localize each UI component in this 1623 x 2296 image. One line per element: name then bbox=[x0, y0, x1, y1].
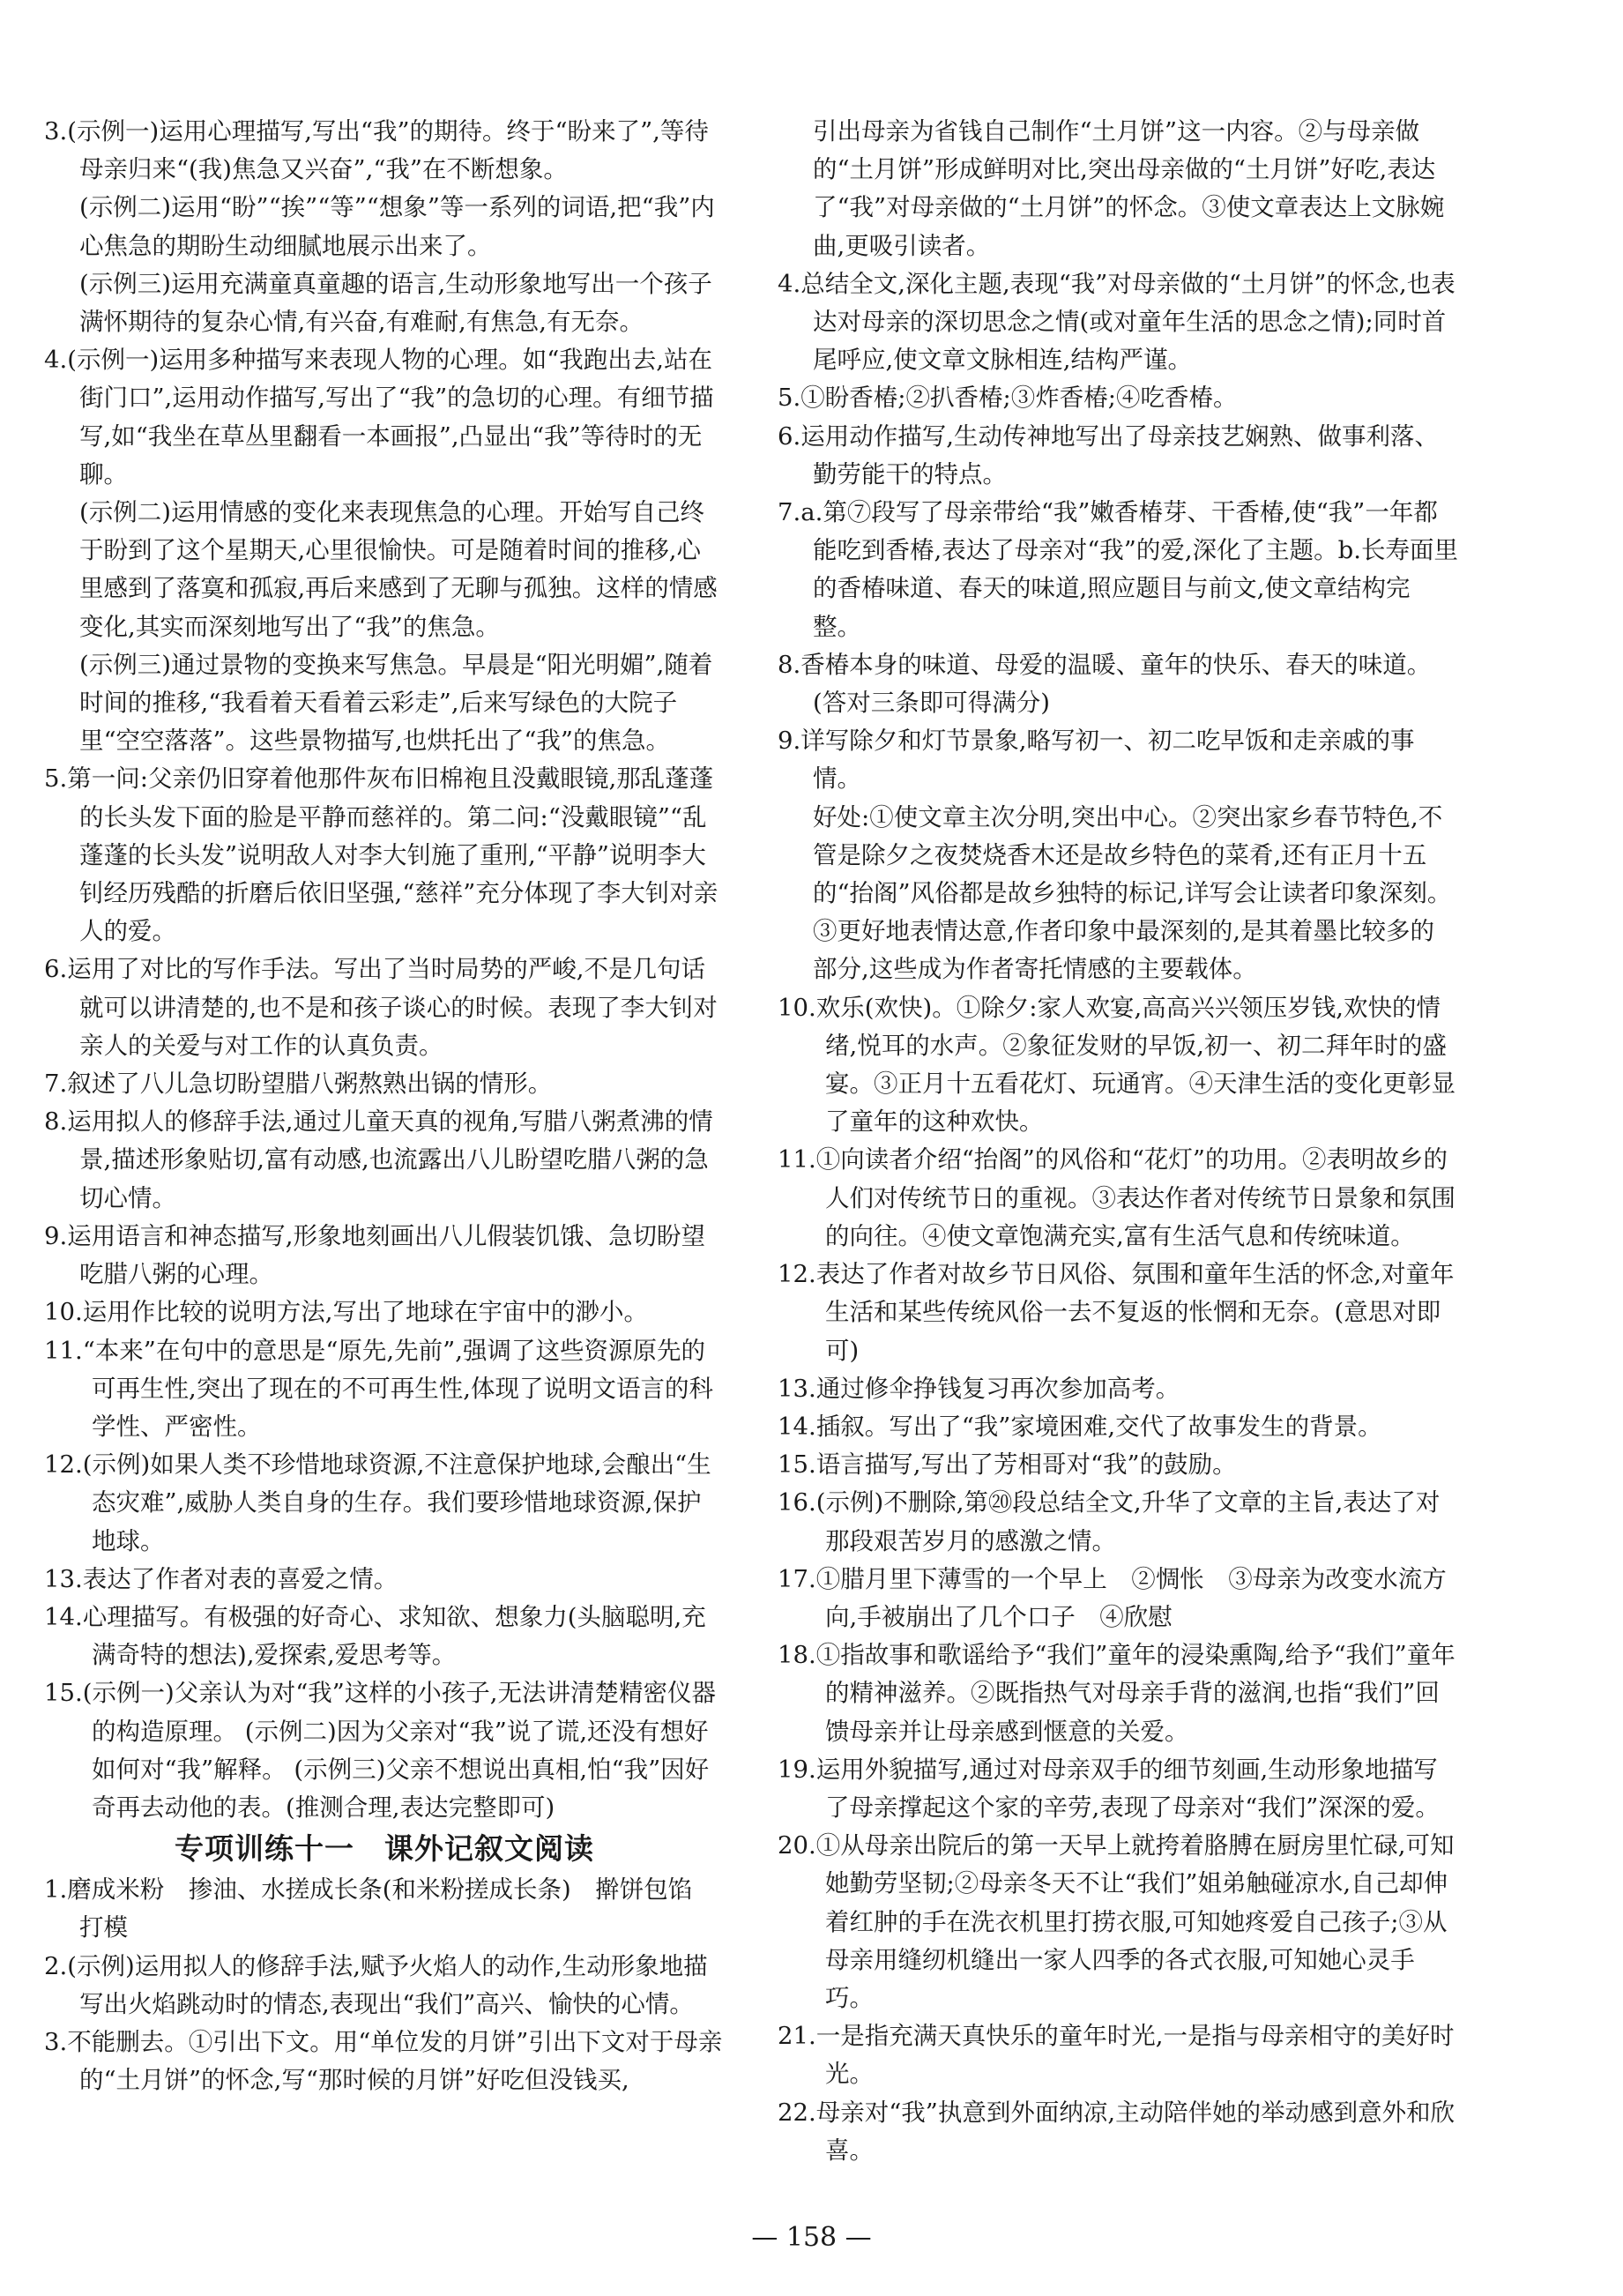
answer-item: 3.(示例一)运用心理描写,写出“我”的期待。终于“盼来了”,等待母亲归来“(我)焦急又兴奋”,“我”在不断想象。 bbox=[44, 117, 709, 184]
answer-item: 16.(示例)不删除,第⑳段总结全文,升华了文章的主旨,表达了对那段艰苦岁月的感激之情。 bbox=[778, 1488, 1441, 1555]
answer-item: 12.表达了作者对故乡节日风俗、氛围和童年生活的怀念,对童年生活和某些传统风俗一去不复返的怅惘和无奈。(意思对即可) bbox=[778, 1260, 1455, 1365]
answer-item: (示例三)运用充满童真童趣的语言,生动形象地写出一个孩子满怀期待的复杂心情,有兴奋,有难耐,有焦急,有无奈。 bbox=[79, 269, 712, 337]
answer-item: 10.运用作比较的说明方法,写出了地球在宇宙中的渺小。 bbox=[44, 1298, 648, 1327]
answer-item: 9.详写除夕和灯节景象,略写初一、初二吃早饭和走亲戚的事情。 bbox=[778, 727, 1415, 794]
answer-item: 9.运用语言和神态描写,形象地刻画出八儿假装饥饿、急切盼望吃腊八粥的心理。 bbox=[44, 1221, 705, 1289]
answer-item: 15.语言描写,写出了芳相哥对“我”的鼓励。 bbox=[778, 1450, 1237, 1480]
answer-item: 6.运用了对比的写作手法。写出了当时局势的严峻,不是几句话就可以讲清楚的,也不是和孩子谈心的时候。表现了李大钊对亲人的关爱与对工作的认真负责。 bbox=[44, 955, 718, 1060]
page-number: — 158 — bbox=[751, 2222, 872, 2253]
answer-item: 好处:①使文章主次分明,突出中心。②突出家乡春节特色,不管是除夕之夜焚烧香木还是故乡特色的菜肴,还有正月十五的“抬阁”风俗都是故乡独特的标记,详写会让读者印象深刻。③更好地表情达意,作者印象中最深刻的,是其着墨比较多的部分,这些成为作者寄托情感的主要载体。 bbox=[813, 802, 1452, 984]
answer-item: 7.a.第⑦段写了母亲带给“我”嫩香椿芽、干香椿,使“我”一年都能吃到香椿,表达了母亲对“我”的爱,深化了主题。b.长寿面里的香椿味道、春天的味道,照应题目与前文,使文章结构完整。 bbox=[778, 498, 1458, 641]
right-column bbox=[778, 113, 1458, 2170]
answer-item: 22.母亲对“我”执意到外面纳凉,主动陪伴她的举动感到意外和欣喜。 bbox=[778, 2098, 1455, 2165]
answer-item: 11.“本来”在句中的意思是“原先,先前”,强调了这些资源原先的可再生性,突出了现在的不可再生性,体现了说明文语言的科学性、严密性。 bbox=[44, 1336, 713, 1441]
answer-item: 8.运用拟人的修辞手法,通过儿童天真的视角,写腊八粥煮沸的情景,描述形象贴切,富有动感,也流露出八儿盼望吃腊八粥的急切心情。 bbox=[44, 1107, 713, 1212]
answer-item: 13.通过修伞挣钱复习再次参加高考。 bbox=[778, 1374, 1180, 1403]
answer-item: 6.运用动作描写,生动传神地写出了母亲技艺娴熟、做事利落、勤劳能干的特点。 bbox=[778, 421, 1439, 488]
answer-item: 21.一是指充满天真快乐的童年时光,一是指与母亲相守的美好时光。 bbox=[778, 2022, 1455, 2089]
answer-item: 17.①腊月里下薄雪的一个早上 ②惆怅 ③母亲为改变水流方向,手被崩出了几个口子 ④欣慰 bbox=[778, 1564, 1447, 1631]
answer-item: 10.欢乐(欢快)。①除夕:家人欢宴,高高兴兴领压岁钱,欢快的情绪,悦耳的水声。②象征发财的早饭,初一、初二拜年时的盛宴。③正月十五看花灯、玩通宵。④天津生活的变化更彰显了童年的这种欢快。 bbox=[778, 993, 1455, 1137]
answer-item: (示例二)运用“盼”“挨”“等”“想象”等一系列的词语,把“我”内心焦急的期盼生动细腻地展示出来了。 bbox=[79, 193, 715, 260]
answer-item: 2.(示例)运用拟人的修辞手法,赋予火焰人的动作,生动形象地描写出火焰跳动时的情态,表现出“我们”高兴、愉快的心情。 bbox=[44, 1951, 708, 2018]
answer-item: 引出母亲为省钱自己制作“土月饼”这一内容。②与母亲做的“土月饼”形成鲜明对比,突出母亲做的“土月饼”好吃,表达了“我”对母亲做的“土月饼”的怀念。③使文章表达上文脉婉曲,更吸引读者。 bbox=[813, 117, 1445, 260]
answer-item: 14.心理描写。有极强的好奇心、求知欲、想象力(头脑聪明,充满奇特的想法),爱探索,爱思考等。 bbox=[44, 1602, 706, 1670]
answer-item: 4.(示例一)运用多种描写来表现人物的心理。如“我跑出去,站在街门口”,运用动作描写,写出了“我”的急切的心理。有细节描写,如“我坐在草丛里翻看一本画报”,凸显出“我”等待时的无聊。 bbox=[44, 346, 714, 488]
answer-item: 14.插叙。写出了“我”家境困难,交代了故事发生的背景。 bbox=[778, 1412, 1382, 1441]
answer-item: 11.①向读者介绍“抬阁”的风俗和“花灯”的功用。②表明故乡的人们对传统节日的重视。③表达作者对传统节日景象和氛围的向往。④使文章饱满充实,富有生活气息和传统味道。 bbox=[778, 1145, 1455, 1250]
answer-item: 15.(示例一)父亲认为对“我”这样的小孩子,无法讲清楚精密仪器的构造原理。 (示例二)因为父亲对“我”说了谎,还没有想好如何对“我”解释。 (示例三)父亲不想说出真相,怕“我”因好奇再去动他的表。(推测合理,表达完整即可) bbox=[44, 1679, 717, 1822]
answer-item: (示例三)通过景物的变换来写焦急。早晨是“阳光明媚”,随着时间的推移,“我看着天看着云彩走”,后来写绿色的大院子里“空空落落”。这些景物描写,也烘托出了“我”的焦急。 bbox=[79, 650, 713, 756]
left-answer-list bbox=[44, 113, 725, 1827]
answer-item: 19.运用外貌描写,通过对母亲双手的细节刻画,生动形象地描写了母亲撑起这个家的辛劳,表现了母亲对“我们”深深的爱。 bbox=[778, 1755, 1440, 1822]
left-answer-list-after bbox=[44, 1871, 725, 2099]
answer-item: 1.磨成米粉 掺油、水搓成长条(和米粉搓成长条) 擀饼包馅 打模 bbox=[44, 1875, 717, 1942]
answer-item: 4.总结全文,深化主题,表现“我”对母亲做的“土月饼”的怀念,也表达对母亲的深切思念之情(或对童年生活的思念之情);同时首尾呼应,使文章文脉相连,结构严谨。 bbox=[778, 269, 1455, 375]
answer-item: 13.表达了作者对表的喜爱之情。 bbox=[44, 1564, 398, 1593]
answer-item: 5.第一问:父亲仍旧穿着他那件灰布旧棉袍且没戴眼镜,那乱蓬蓬的长头发下面的脸是平静而慈祥的。第二问:“没戴眼镜”“乱蓬蓬的长头发”说明敌人对李大钊施了重刑,“平静”说明李大钊经历残酷的折磨后依旧坚强,“慈祥”充分体现了李大钊对亲人的爱。 bbox=[44, 764, 718, 946]
answer-item: 5.①盼香椿;②扒香椿;③炸香椿;④吃香椿。 bbox=[778, 384, 1238, 413]
answer-item: 3.不能删去。①引出下文。用“单位发的月饼”引出下文对于母亲的“土月饼”的怀念,写“那时候的月饼”好吃但没钱买, bbox=[44, 2027, 723, 2095]
answer-item: 12.(示例)如果人类不珍惜地球资源,不注意保护地球,会酿出“生态灾难”,威胁人类自身的生存。我们要珍惜地球资源,保护地球。 bbox=[44, 1450, 711, 1555]
section-title: 专项训练十一 课外记叙文阅读 bbox=[175, 1831, 594, 1867]
answer-item: 18.①指故事和歌谣给予“我们”童年的浸染熏陶,给予“我们”童年的精神滋养。②既指热气对母亲手背的滋润,也指“我们”回馈母亲并让母亲感到惬意的关爱。 bbox=[778, 1641, 1455, 1746]
answer-item: (示例二)运用情感的变化来表现焦急的心理。开始写自己终于盼到了这个星期天,心里很愉快。可是随着时间的推移,心里感到了落寞和孤寂,再后来感到了无聊与孤独。这样的情感变化,其实而深刻地写出了“我”的焦急。 bbox=[79, 498, 718, 641]
answer-item: 20.①从母亲出院后的第一天早上就挎着胳膊在厨房里忙碌,可知她勤劳坚韧;②母亲冬天不让“我们”姐弟触碰凉水,自己却伸着红肿的手在洗衣机里打捞衣服,可知她疼爱自己孩子;③从母亲用缝纫机缝出一家人四季的各式衣服,可知她心灵手巧。 bbox=[778, 1831, 1455, 2012]
answer-item: 8.香椿本身的味道、母爱的温暖、童年的快乐、春天的味道。(答对三条即可得满分) bbox=[778, 650, 1432, 718]
left-column bbox=[44, 113, 725, 2099]
answer-item: 7.叙述了八儿急切盼望腊八粥熬熟出锅的情形。 bbox=[44, 1070, 553, 1099]
right-answer-list bbox=[778, 113, 1458, 2170]
